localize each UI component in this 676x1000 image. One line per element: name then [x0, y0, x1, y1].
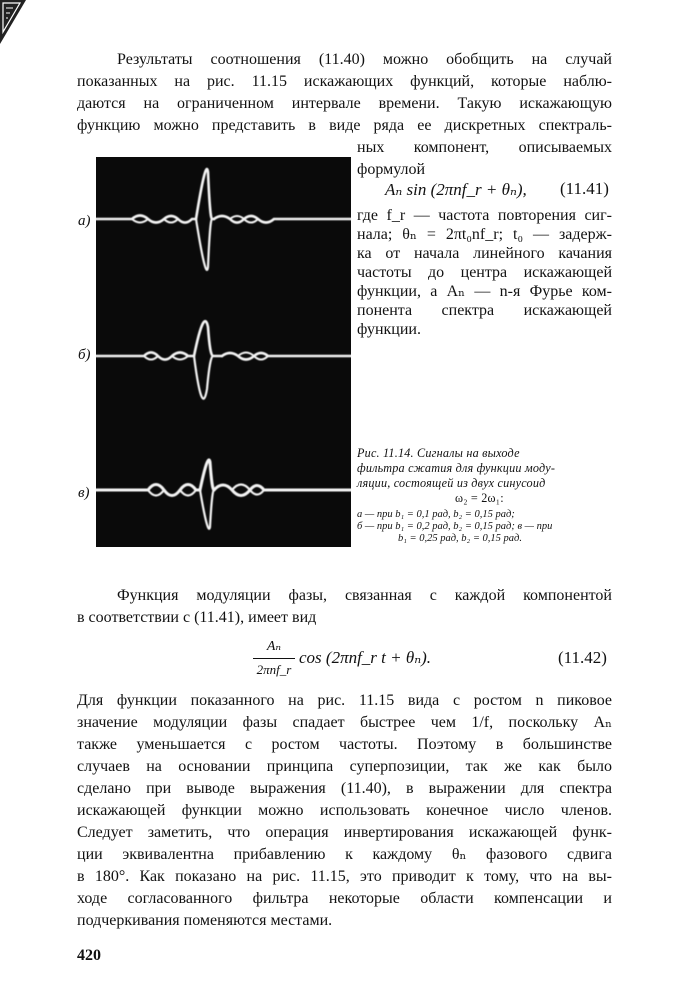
- oscillogram-figure: [96, 157, 351, 547]
- para1-line-6: формулой: [357, 161, 426, 178]
- para2-line-6: понента спектра искажающей: [357, 302, 612, 319]
- para1-line-1: Результаты соотношения (11.40) можно обобщить на случай: [117, 51, 612, 68]
- figure-caption-line-3: ляции, состоящей из двух синусоид: [357, 476, 546, 490]
- trace-b: [96, 321, 351, 398]
- trace-a: [96, 169, 351, 270]
- para4-line-8: ции эквивалентна прибавлению к каждому θₙ фазового сдвига: [77, 846, 612, 863]
- para1-line-4: функцию можно представить в виде ряда ее дискретных спектраль-: [77, 117, 612, 134]
- corner-ornament-icon: [0, 0, 26, 44]
- figure-caption-params-3: b₁ = 0,25 рад, b₂ = 0,15 рад.: [398, 533, 522, 544]
- figure-caption-params-2: б — при b₁ = 0,2 рад, b₂ = 0,15 рад; в — при: [357, 521, 553, 532]
- para4-line-10: ходе согласованного фильтра некоторые области компенсации и: [77, 890, 612, 907]
- para1-line-5: ных компонент, описываемых: [357, 139, 612, 156]
- para4-line-9: в 180°. Как показано на рис. 11.15, это приводит к тому, что на вы-: [77, 868, 612, 885]
- figure-caption-line-4: ω₂ = 2ω₁:: [455, 491, 504, 505]
- para4-line-7: Следует заметить, что операция инвертирования искажающей функ-: [77, 824, 612, 841]
- figure-panel-label-a: а): [78, 213, 91, 229]
- equation-11-42-denominator: 2πnf_r: [256, 662, 292, 677]
- equation-11-42-numerator: Aₙ: [266, 639, 282, 654]
- para2-line-2: нала; θₙ = 2πt₀nf_r; t₀ — задерж-: [357, 226, 612, 243]
- equation-11-41: Aₙ sin (2πnf_r + θₙ),: [385, 180, 527, 199]
- para4-line-2: значение модуляции фазы спадает быстрее чем 1/f, поскольку Aₙ: [77, 714, 612, 731]
- para2-line-1: где f_r — частота повторения сиг-: [357, 207, 612, 224]
- para4-line-3: также уменьшается с ростом частоты. Поэтому в большинстве: [77, 736, 612, 753]
- para2-line-7: функции.: [357, 321, 421, 338]
- para4-line-1: Для функции показанного на рис. 11.15 вида с ростом n пиковое: [77, 692, 612, 709]
- para1-line-2: показанных на рис. 11.15 искажающих функций, которые наблю-: [77, 73, 612, 90]
- para4-line-5: сделано при выводе выражения (11.40), в выражении для спектра: [77, 780, 612, 797]
- equation-11-42-body: cos (2πnf_r t + θₙ).: [299, 648, 432, 667]
- para4-line-4: случаев на основании принципа суперпозиции, так же как было: [77, 758, 612, 775]
- figure-panel-label-c: в): [78, 485, 90, 501]
- equation-11-42-number: (11.42): [558, 648, 607, 667]
- para3-line-1: Функция модуляции фазы, связанная с каждой компонентой: [117, 587, 612, 604]
- para3-line-2: в соответствии с (11.41), имеет вид: [77, 609, 317, 626]
- equation-11-42-fraction-bar: [253, 658, 295, 659]
- figure-panel-label-b: б): [78, 347, 91, 363]
- para2-line-3: ка от начала линейного качания: [357, 245, 612, 262]
- page-number: 420: [77, 947, 101, 964]
- para4-line-11: подчеркивания поменяются местами.: [77, 912, 333, 929]
- figure-caption-line-1: Рис. 11.14. Сигналы на выходе: [357, 446, 520, 460]
- figure-caption-params-1: а — при b₁ = 0,1 рад, b₂ = 0,15 рад;: [357, 509, 515, 520]
- para2-line-5: функции, а Aₙ — n-я Фурье ком-: [357, 283, 612, 300]
- para4-line-6: искажающей функции можно использовать конечное число членов.: [77, 802, 612, 819]
- para2-line-4: частоты до центра искажающей: [357, 264, 612, 281]
- figure-caption-line-2: фильтра сжатия для функции моду-: [357, 461, 556, 475]
- trace-c: [96, 460, 351, 529]
- equation-11-41-number: (11.41): [560, 179, 609, 198]
- para1-line-3: даются на ограниченном интервале времени. Такую искажающую: [77, 95, 612, 112]
